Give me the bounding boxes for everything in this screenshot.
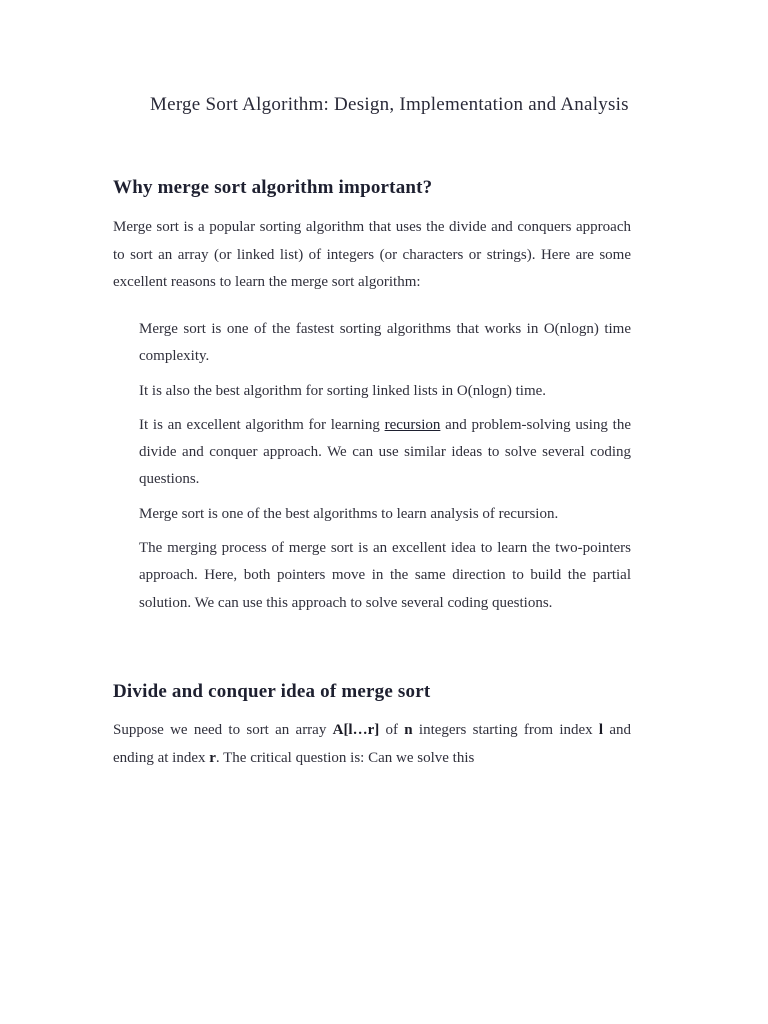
reasons-list <box>139 316 631 624</box>
reason-item: The merging process of merge sort is an excellent idea to learn the two-pointers approach. Here, both pointers move in the same direction to build the partial solution. We can use this approach to solve several coding questions. <box>139 540 631 611</box>
paragraph-text: integers starting from index <box>412 722 599 738</box>
variable-r: r <box>209 749 216 766</box>
variable-n: n <box>404 722 413 738</box>
paragraph-text: of <box>379 722 405 738</box>
section-heading-divide-and-conquer: Divide and conquer idea of merge sort <box>113 681 431 702</box>
paragraph-text: Suppose we need to sort an array <box>113 722 333 738</box>
variable-l: l <box>598 722 604 738</box>
reason-item: Merge sort is one of the best algorithms to learn analysis of recursion. <box>139 505 559 522</box>
recursion-link[interactable]: recursion <box>384 416 441 433</box>
reason-text: and problem-solving using the divide and conquer approach. We can use similar ideas to solve several coding questions. <box>139 416 631 488</box>
array-reference: A[l…r] <box>332 722 380 738</box>
divide-conquer-paragraph <box>113 717 631 772</box>
paragraph-text: and ending at index <box>113 722 631 766</box>
reason-item: It is also the best algorithm for sorting linked lists in O(nlogn) time. <box>139 382 547 399</box>
paragraph-text: . The critical question is: Can we solve this <box>215 749 475 766</box>
document-title: Merge Sort Algorithm: Design, Implementation and Analysis <box>150 94 629 115</box>
reason-item <box>139 412 631 494</box>
intro-paragraph: Merge sort is a popular sorting algorithm that uses the divide and conquers approach to sort an array (or linked list) of integers (or characters or strings). Here are some excellent reasons to learn the merge sort algorithm: <box>113 219 631 290</box>
reason-text: It is an excellent algorithm for learning <box>139 416 385 433</box>
reason-item: Merge sort is one of the fastest sorting algorithms that works in O(nlogn) time complexity. <box>139 321 631 365</box>
section-heading-why-merge-sort: Why merge sort algorithm important? <box>113 177 433 198</box>
